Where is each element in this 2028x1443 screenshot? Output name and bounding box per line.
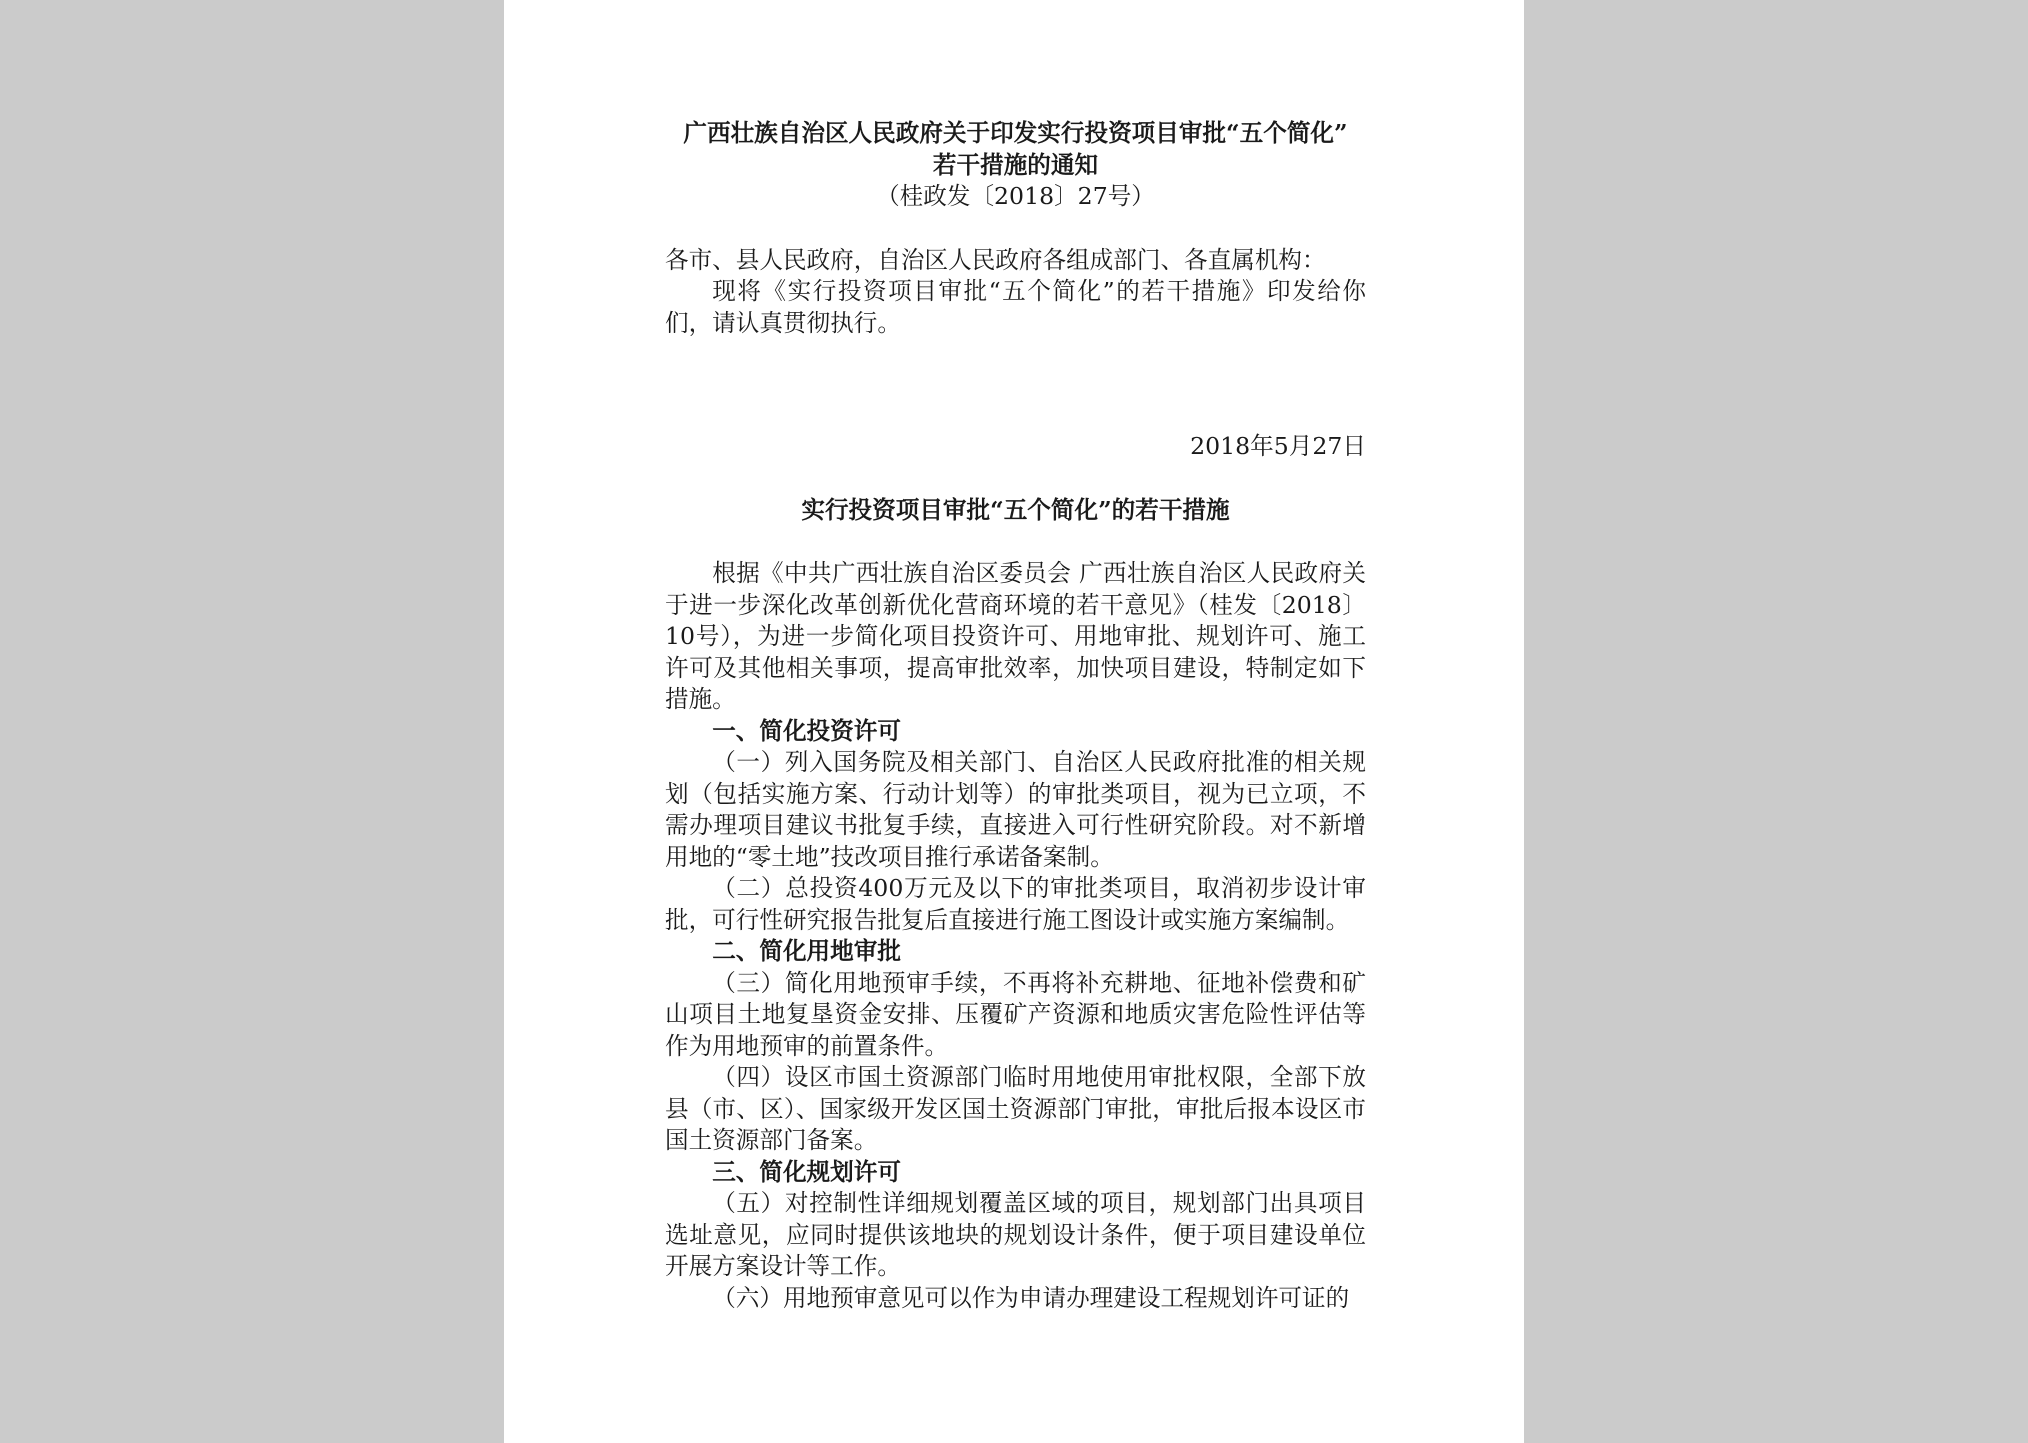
measures-intro: 根据《中共广西壮族自治区委员会 广西壮族自治区人民政府关于进一步深化改革创新优化营商环境的若干意见》（桂发〔2018〕10号），为进一步简化项目投资许可、用地审批、规划许可、施工许可及其他相关事项，提高审批效率，加快项目建设，特制定如下措施。 <box>665 559 1366 713</box>
measure-item: （六）用地预审意见可以作为申请办理建设工程规划许可证的 <box>712 1283 1350 1312</box>
measures-title: 实行投资项目审批“五个简化”的若干措施 <box>801 495 1230 524</box>
section-heading-land: 二、简化用地审批 <box>712 937 901 965</box>
notice-salutation: 各市、县人民政府，自治区人民政府各组成部门、各直属机构： <box>665 245 1326 274</box>
measure-item: （一）列入国务院及相关部门、自治区人民政府批准的相关规划（包括实施方案、行动计划等）的审批类项目，视为已立项，不需办理项目建议书批复手续，直接进入可行性研究阶段。对不新增用地的“零土地”技改项目推行承诺备案制。 <box>665 748 1366 871</box>
document-page <box>504 0 1524 1443</box>
notice-body: 现将《实行投资项目审批“五个简化”的若干措施》印发给你们，请认真贯彻执行。 <box>665 277 1366 337</box>
notice-title-line1: 广西壮族自治区人民政府关于印发实行投资项目审批“五个简化” <box>683 119 1348 147</box>
measure-item: （四）设区市国土资源部门临时用地使用审批权限，全部下放县（市、区）、国家级开发区国土资源部门审批，审批后报本设区市国土资源部门备案。 <box>665 1063 1366 1154</box>
measure-item: （二）总投资400万元及以下的审批类项目，取消初步设计审批，可行性研究报告批复后直接进行施工图设计或实施方案编制。 <box>665 874 1366 934</box>
section-heading-planning: 三、简化规划许可 <box>712 1157 901 1186</box>
document-content <box>665 118 1366 1314</box>
measure-item: （三）简化用地预审手续，不再将补充耕地、征地补偿费和矿山项目土地复垦资金安排、压覆矿产资源和地质灾害危险性评估等作为用地预审的前置条件。 <box>665 968 1366 1060</box>
notice-date: 2018年5月27日 <box>1190 432 1366 460</box>
notice-doc-number: （桂政发〔2018〕27号） <box>876 182 1155 210</box>
section-heading-investment: 一、简化投资许可 <box>712 716 901 745</box>
notice-title-line2: 若干措施的通知 <box>932 150 1099 179</box>
measure-item: （五）对控制性详细规划覆盖区域的项目，规划部门出具项目选址意见，应同时提供该地块的规划设计条件，便于项目建设单位开展方案设计等工作。 <box>665 1189 1366 1280</box>
